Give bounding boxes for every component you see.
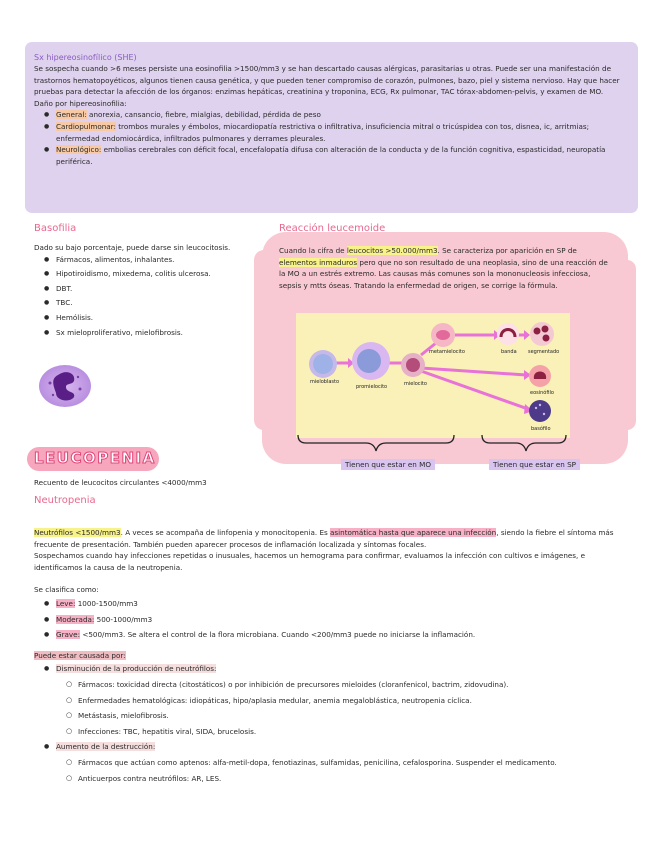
she-dano-label: Daño por hipereosinofilia: [34, 98, 127, 108]
list-item: ● TBC. [56, 297, 269, 309]
label-promielocito: promielocito [356, 384, 388, 390]
she-list [34, 109, 632, 167]
neutropenia-title: Neutropenia [34, 495, 96, 506]
leucemoide-bg-edge [618, 260, 636, 430]
cause-heading: Aumento de la destrucción: [56, 742, 156, 752]
she-item-label: Neurológico: [56, 145, 102, 155]
list-item: ● Sx mieloproliferativo, mielofibrosis. [56, 327, 269, 339]
neutropenia-p2: Sospechamos cuando hay infecciones repetidas o inusuales, hacemos un hemograma para confirmar, evaluamos la infección con cultivos e imágenes, e identificamos la causa de la neutropenia. [34, 551, 586, 572]
level-label: Leve: [56, 598, 76, 608]
label-mieloblasto: mieloblasto [310, 379, 340, 385]
list-item [56, 629, 634, 641]
level-text: 500-1000/mm3 [94, 614, 153, 624]
text: pero que no son resultado de una neoplasia, sino de una reacción de la MO a un estrés extremo. Las causas más comunes son la mononucleosis infecciosa, sepsis y mtts óseas. Tratando la enfermedad de origen, se corrige la fórmula. [279, 257, 608, 290]
list-item [56, 144, 632, 167]
tag-sp: Tienen que estar en SP [489, 459, 580, 470]
highlight: Neutrófilos <1500/mm3 [34, 528, 121, 537]
she-item-text: trombos murales y émbolos, miocardiopatía restrictiva o infiltrativa, insuficiencia mitral o tricúspidea con tos, disnea, ic, arritmias; enfermedad endomiocárdica, infiltrados pulmonares y derrames pleurales. [56, 121, 590, 143]
highlight: elementos inmaduros [279, 257, 358, 267]
neutropenia-clasif: Se clasifica como: [34, 585, 99, 595]
basofilia-title: Basofilia [34, 223, 77, 234]
label-banda: banda [501, 349, 517, 355]
she-item-label: Cardiopulmonar: [56, 121, 116, 131]
level-label: Grave: [56, 630, 81, 640]
she-item-text: embolias cerebrales con déficit focal, encefalopatía difusa con alteración de la conducta y de la función cognitiva, espasticidad, neuropatía periférica. [56, 145, 606, 166]
list-item: ● DBT. [56, 283, 269, 295]
label-metamielocito: metamielocito [429, 349, 465, 355]
she-title: Sx hipereosinofílico (SHE) [34, 53, 137, 62]
list-item: ● Hemólisis. [56, 312, 269, 324]
list-item: ○ Metástasis, mielofibrosis. [78, 710, 634, 722]
text: . A veces se acompaña de linfopenia y monocitopenia. Es [120, 528, 331, 537]
neutropenia-section [34, 527, 634, 784]
causa-label: Puede estar causada por: [34, 650, 126, 660]
list-item [56, 598, 634, 610]
text: . Se caracteriza por aparición en SP de [437, 246, 577, 255]
label-eosinofilo: eosinófilo [530, 390, 554, 396]
she-section [34, 52, 632, 167]
tag-mo: Tienen que estar en MO [341, 459, 435, 470]
list-item: ● Fármacos, alimentos, inhalantes. [56, 254, 269, 266]
basofilia-intro: Dado su bajo porcentaje, puede darse sin leucocitosis. [34, 243, 231, 252]
leucopenia-title: LEUCOPENIA [34, 449, 156, 467]
leucemoide-bg-edge [254, 250, 274, 430]
neutropenia-p1 [34, 527, 634, 550]
leucopenia-def: Recuento de leucocitos circulantes <4000/mm3 [34, 478, 207, 487]
she-item-text: anorexia, cansancio, fiebre, mialgias, debilidad, pérdida de peso [86, 110, 321, 120]
basofilia-section [34, 222, 269, 338]
list-item: ○ Enfermedades hematológicas: idiopáticas, hipo/aplasia medular, anemia megaloblástica, neutropenia cíclica. [78, 695, 634, 707]
dism-list [56, 679, 634, 737]
list-item: ● Hipotiroidismo, mixedema, colitis ulcerosa. [56, 268, 269, 280]
cause-heading: Disminución de la producción de neutrófilos: [56, 664, 217, 674]
basofilia-list [34, 254, 269, 339]
label-basofilo: basófilo [531, 426, 551, 432]
reaccion-title: Reacción leucemoide [279, 223, 386, 234]
list-item [56, 741, 634, 784]
list-item [56, 663, 634, 737]
list-item: ○ Infecciones: TBC, hepatitis viral, SIDA, brucelosis. [78, 726, 634, 738]
maturation-diagram [296, 313, 570, 473]
list-item [56, 614, 634, 626]
list-item [56, 121, 632, 144]
text: Cuando la cifra de [279, 246, 347, 255]
aum-list [56, 757, 634, 784]
list-item [56, 109, 632, 121]
list-item: ○ Anticuerpos contra neutrófilos: AR, LES. [78, 773, 634, 785]
neutropenia-levels [34, 598, 634, 641]
causa-list [34, 663, 634, 784]
reaccion-paragraph [279, 245, 612, 291]
label-segmentado: segmentado [528, 349, 560, 355]
basophil-cell-image [36, 363, 94, 409]
she-item-label: General: [56, 110, 87, 120]
highlight: leucocitos >50.000/mm3 [346, 246, 438, 255]
level-label: Moderada: [56, 614, 95, 624]
list-item: ○ Fármacos: toxicidad directa (citostáticos) o por inhibición de precursores mieloides (cloranfenicol, bactrim, zidovudina). [78, 679, 634, 691]
label-mielocito: mielocito [404, 381, 427, 387]
level-text: <500/mm3. Se altera el control de la flora microbiana. Cuando <200/mm3 puede no iniciarse la inflamación. [80, 630, 476, 640]
text: , siendo la fiebre el síntoma más frecuente de presentación. También pueden aparecer procesos de inflamación localizada y síntomas focales. [34, 528, 614, 549]
she-paragraph: Se sospecha cuando >6 meses persiste una eosinofilia >1500/mm3 y se han descartado causas alérgicas, parasitarias u otras. Puede ser una manifestación de trastornos hematopoyéticos, algunos tienen causa genética, y que pueden tener compromiso de corazón, pulmones, bazo, piel y sistema nervioso. Hay que hacer pruebas para detectar la afección de los órganos: enzimas hepáticas, creatinina y troponina, ECG, Rx pulmonar, TAC tórax-abdomen-pelvis, y examen de MO. [34, 64, 620, 97]
list-item: ○ Fármacos que actúan como aptenos: alfa-metil-dopa, fenotiazinas, sulfamidas, penicilina, cefalosporina. Suspender el medicamento. [78, 757, 634, 769]
highlight: asintomática hasta que aparece una infección [330, 528, 497, 537]
level-text: 1000-1500/mm3 [75, 598, 138, 608]
